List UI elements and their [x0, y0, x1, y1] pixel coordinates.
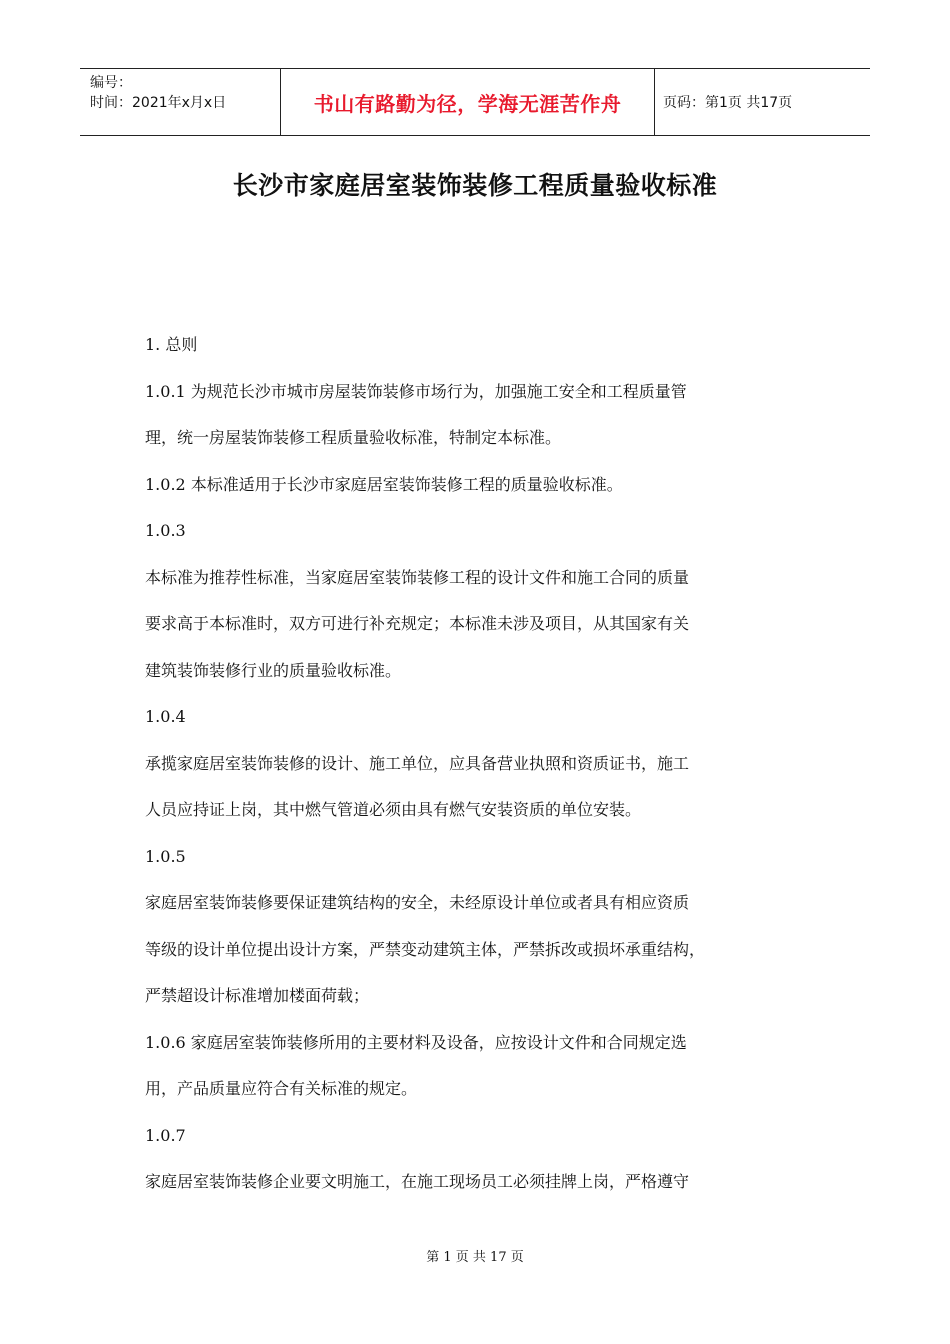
body-line: 1.0.6 家庭居室装饰装修所用的主要材料及设备，应按设计文件和合同规定选 — [145, 1032, 687, 1052]
body-line: 1.0.1 为规范长沙市城市房屋装饰装修市场行为，加强施工安全和工程质量管 — [145, 381, 687, 401]
header-motto-cell — [281, 69, 655, 135]
body-line: 建筑装饰装修行业的质量验收标准。 — [145, 660, 402, 680]
body-line: 用，产品质量应符合有关标准的规定。 — [145, 1079, 418, 1098]
document-body — [145, 322, 815, 1206]
page-footer: 第 1 页 共 17 页 — [426, 1250, 524, 1265]
body-line: 1.0.5 — [145, 846, 186, 866]
document-header-table — [80, 68, 870, 136]
body-line: 1.0.7 — [145, 1125, 186, 1145]
header-meta-cell — [80, 69, 281, 135]
header-time-label: 时间：2021年x月x日 — [90, 95, 227, 111]
header-page-cell — [655, 69, 870, 135]
body-line: 1.0.3 — [145, 521, 186, 540]
header-motto: 书山有路勤为径，学海无涯苦作舟 — [313, 91, 622, 116]
header-page-info: 页码：第1页 共17页 — [663, 95, 793, 111]
body-line: 家庭居室装饰装修企业要文明施工，在施工现场员工必须挂牌上岗，严格遵守 — [145, 1172, 690, 1191]
body-line: 人员应持证上岗，其中燃气管道必须由具有燃气安装资质的单位安装。 — [145, 800, 642, 819]
body-line: 1. 总则 — [145, 335, 198, 354]
body-line: 本标准为推荐性标准，当家庭居室装饰装修工程的设计文件和施工合同的质量 — [145, 567, 690, 587]
body-line: 理，统一房屋装饰装修工程质量验收标准，特制定本标准。 — [145, 428, 562, 447]
body-line: 承揽家庭居室装饰装修的设计、施工单位，应具备营业执照和资质证书，施工 — [145, 753, 690, 773]
body-line: 1.0.4 — [145, 707, 186, 726]
body-line: 等级的设计单位提出设计方案，严禁变动建筑主体，严禁拆改或损坏承重结构， — [145, 939, 706, 959]
body-line: 要求高于本标准时，双方可进行补充规定；本标准未涉及项目，从其国家有关 — [145, 614, 690, 633]
body-line: 家庭居室装饰装修要保证建筑结构的安全，未经原设计单位或者具有相应资质 — [145, 893, 690, 912]
document-title: 长沙市家庭居室装饰装修工程质量验收标准 — [232, 171, 718, 200]
header-number-label: 编号： — [90, 75, 132, 91]
body-line: 严禁超设计标准增加楼面荷载； — [145, 986, 370, 1005]
body-line: 1.0.2 本标准适用于长沙市家庭居室装饰装修工程的质量验收标准。 — [145, 474, 623, 494]
